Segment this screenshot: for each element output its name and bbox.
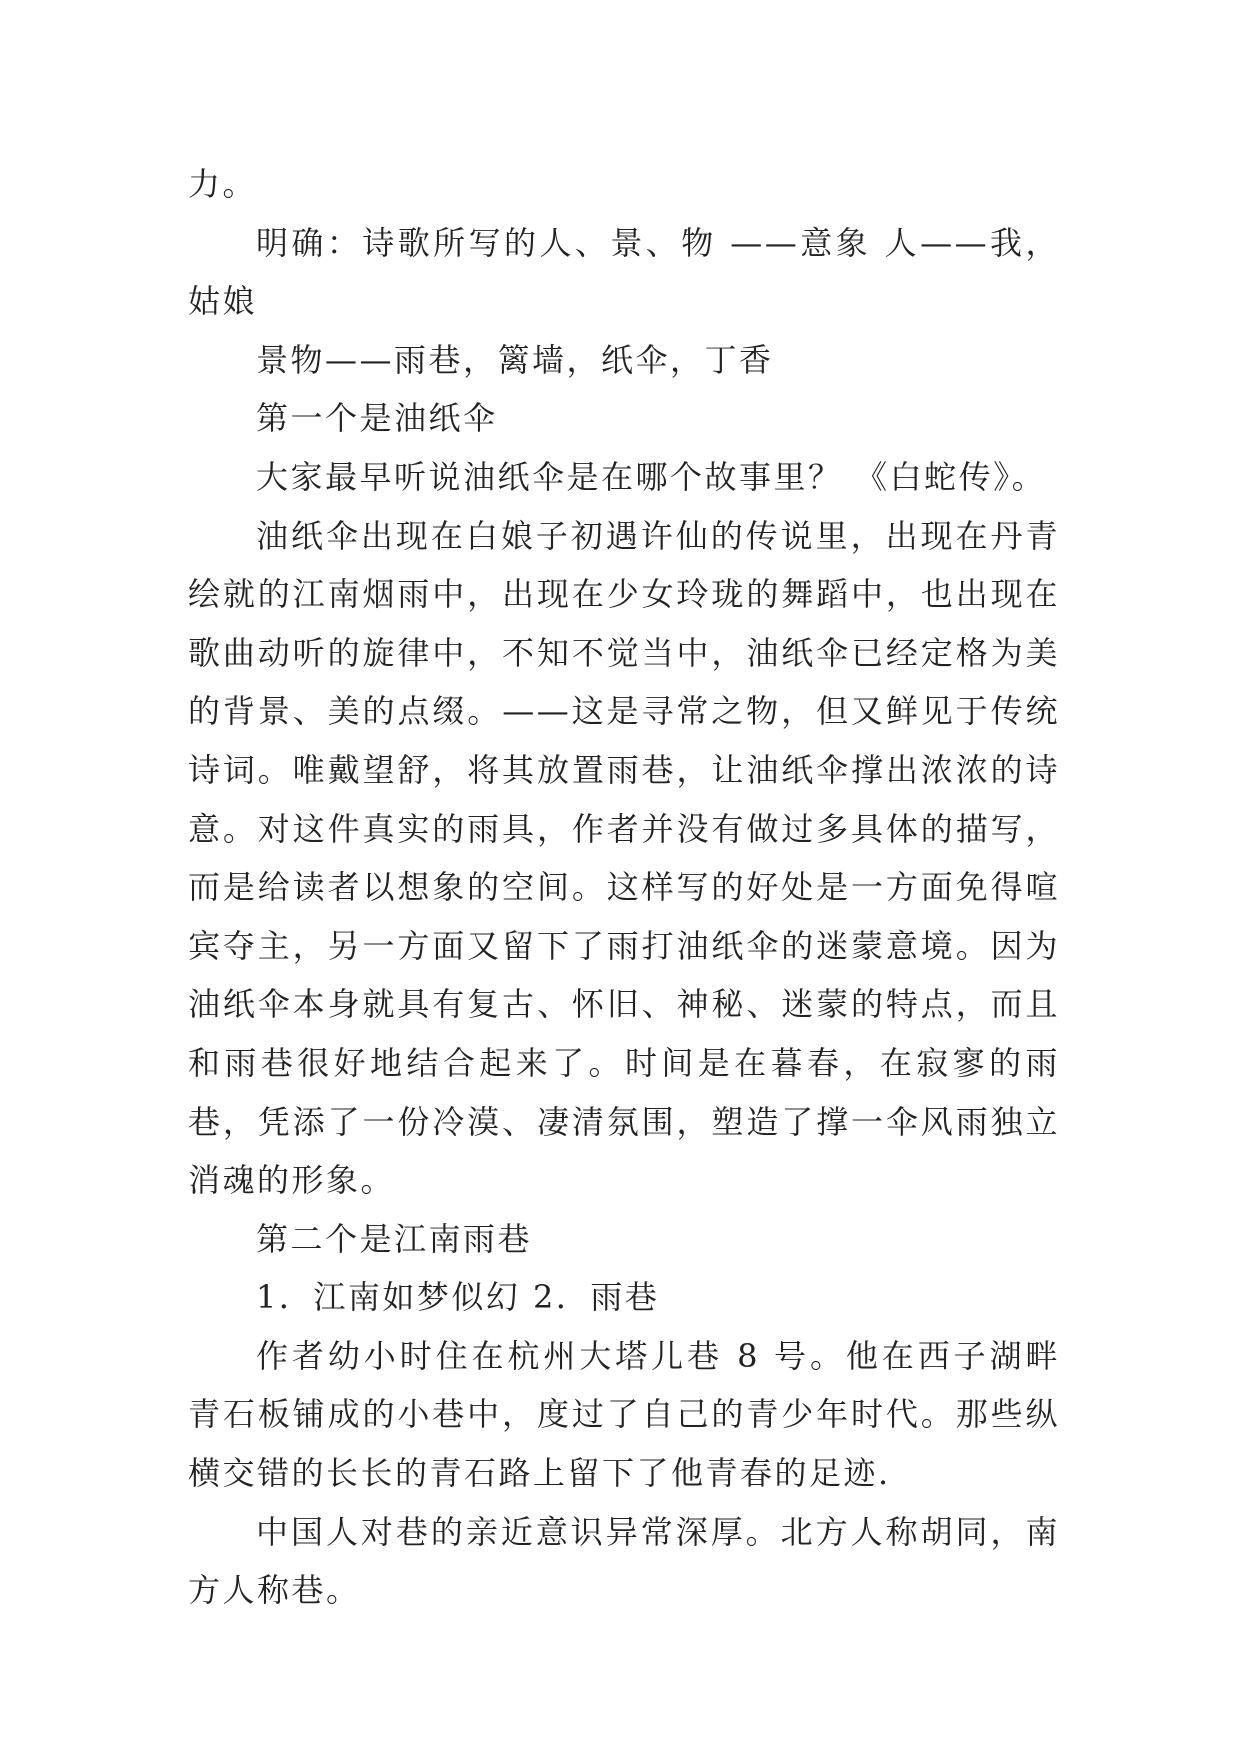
paragraph: 第二个是江南雨巷 xyxy=(256,1219,533,1258)
paragraph: 作者幼小时住在杭州大塔儿巷 8 号。他在西子湖畔青石板铺成的小巷中，度过了自己的青少年时代。那些纵横交错的长长的青石路上留下了他青春的足迹. xyxy=(188,1336,1060,1493)
paragraph: 第一个是油纸伞 xyxy=(256,399,498,438)
paragraph: 力。 xyxy=(188,165,258,203)
paragraph: 明确：诗歌所写的人、景、物 ——意象 人——我，姑娘 xyxy=(188,223,1060,321)
paragraph: 1．江南如梦似幻 2．雨巷 xyxy=(256,1278,660,1317)
paragraph: 大家最早听说油纸伞是在哪个故事里？ 《白蛇传》。 xyxy=(256,457,1047,496)
paragraph: 油纸伞出现在白娘子初遇许仙的传说里，出现在丹青绘就的江南烟雨中，出现在少女玲珑的舞蹈中，也出现在歌曲动听的旋律中，不知不觉当中，油纸伞已经定格为美的背景、美的点缀。——这是寻常之物，但又鲜见于传统诗词。唯戴望舒，将其放置雨巷，让油纸伞撑出浓浓的诗意。对这件真实的雨具，作者并没有做过多具体的描写，而是给读者以想象的空间。这样写的好处是一方面免得喧宾夺主，另一方面又留下了雨打油纸伞的迷蒙意境。因为油纸伞本身就具有复古、怀旧、神秘、迷蒙的特点，而且和雨巷很好地结合起来了。时间是在暮春，在寂寥的雨巷，凭添了一份冷漠、凄清氛围，塑造了撑一伞风雨独立消魂的形象。 xyxy=(188,516,1060,1200)
paragraph: 景物——雨巷，篱墙，纸伞，丁香 xyxy=(256,340,774,379)
document-body xyxy=(188,155,1060,1620)
paragraph: 中国人对巷的亲近意识异常深厚。北方人称胡同，南方人称巷。 xyxy=(188,1512,1060,1610)
